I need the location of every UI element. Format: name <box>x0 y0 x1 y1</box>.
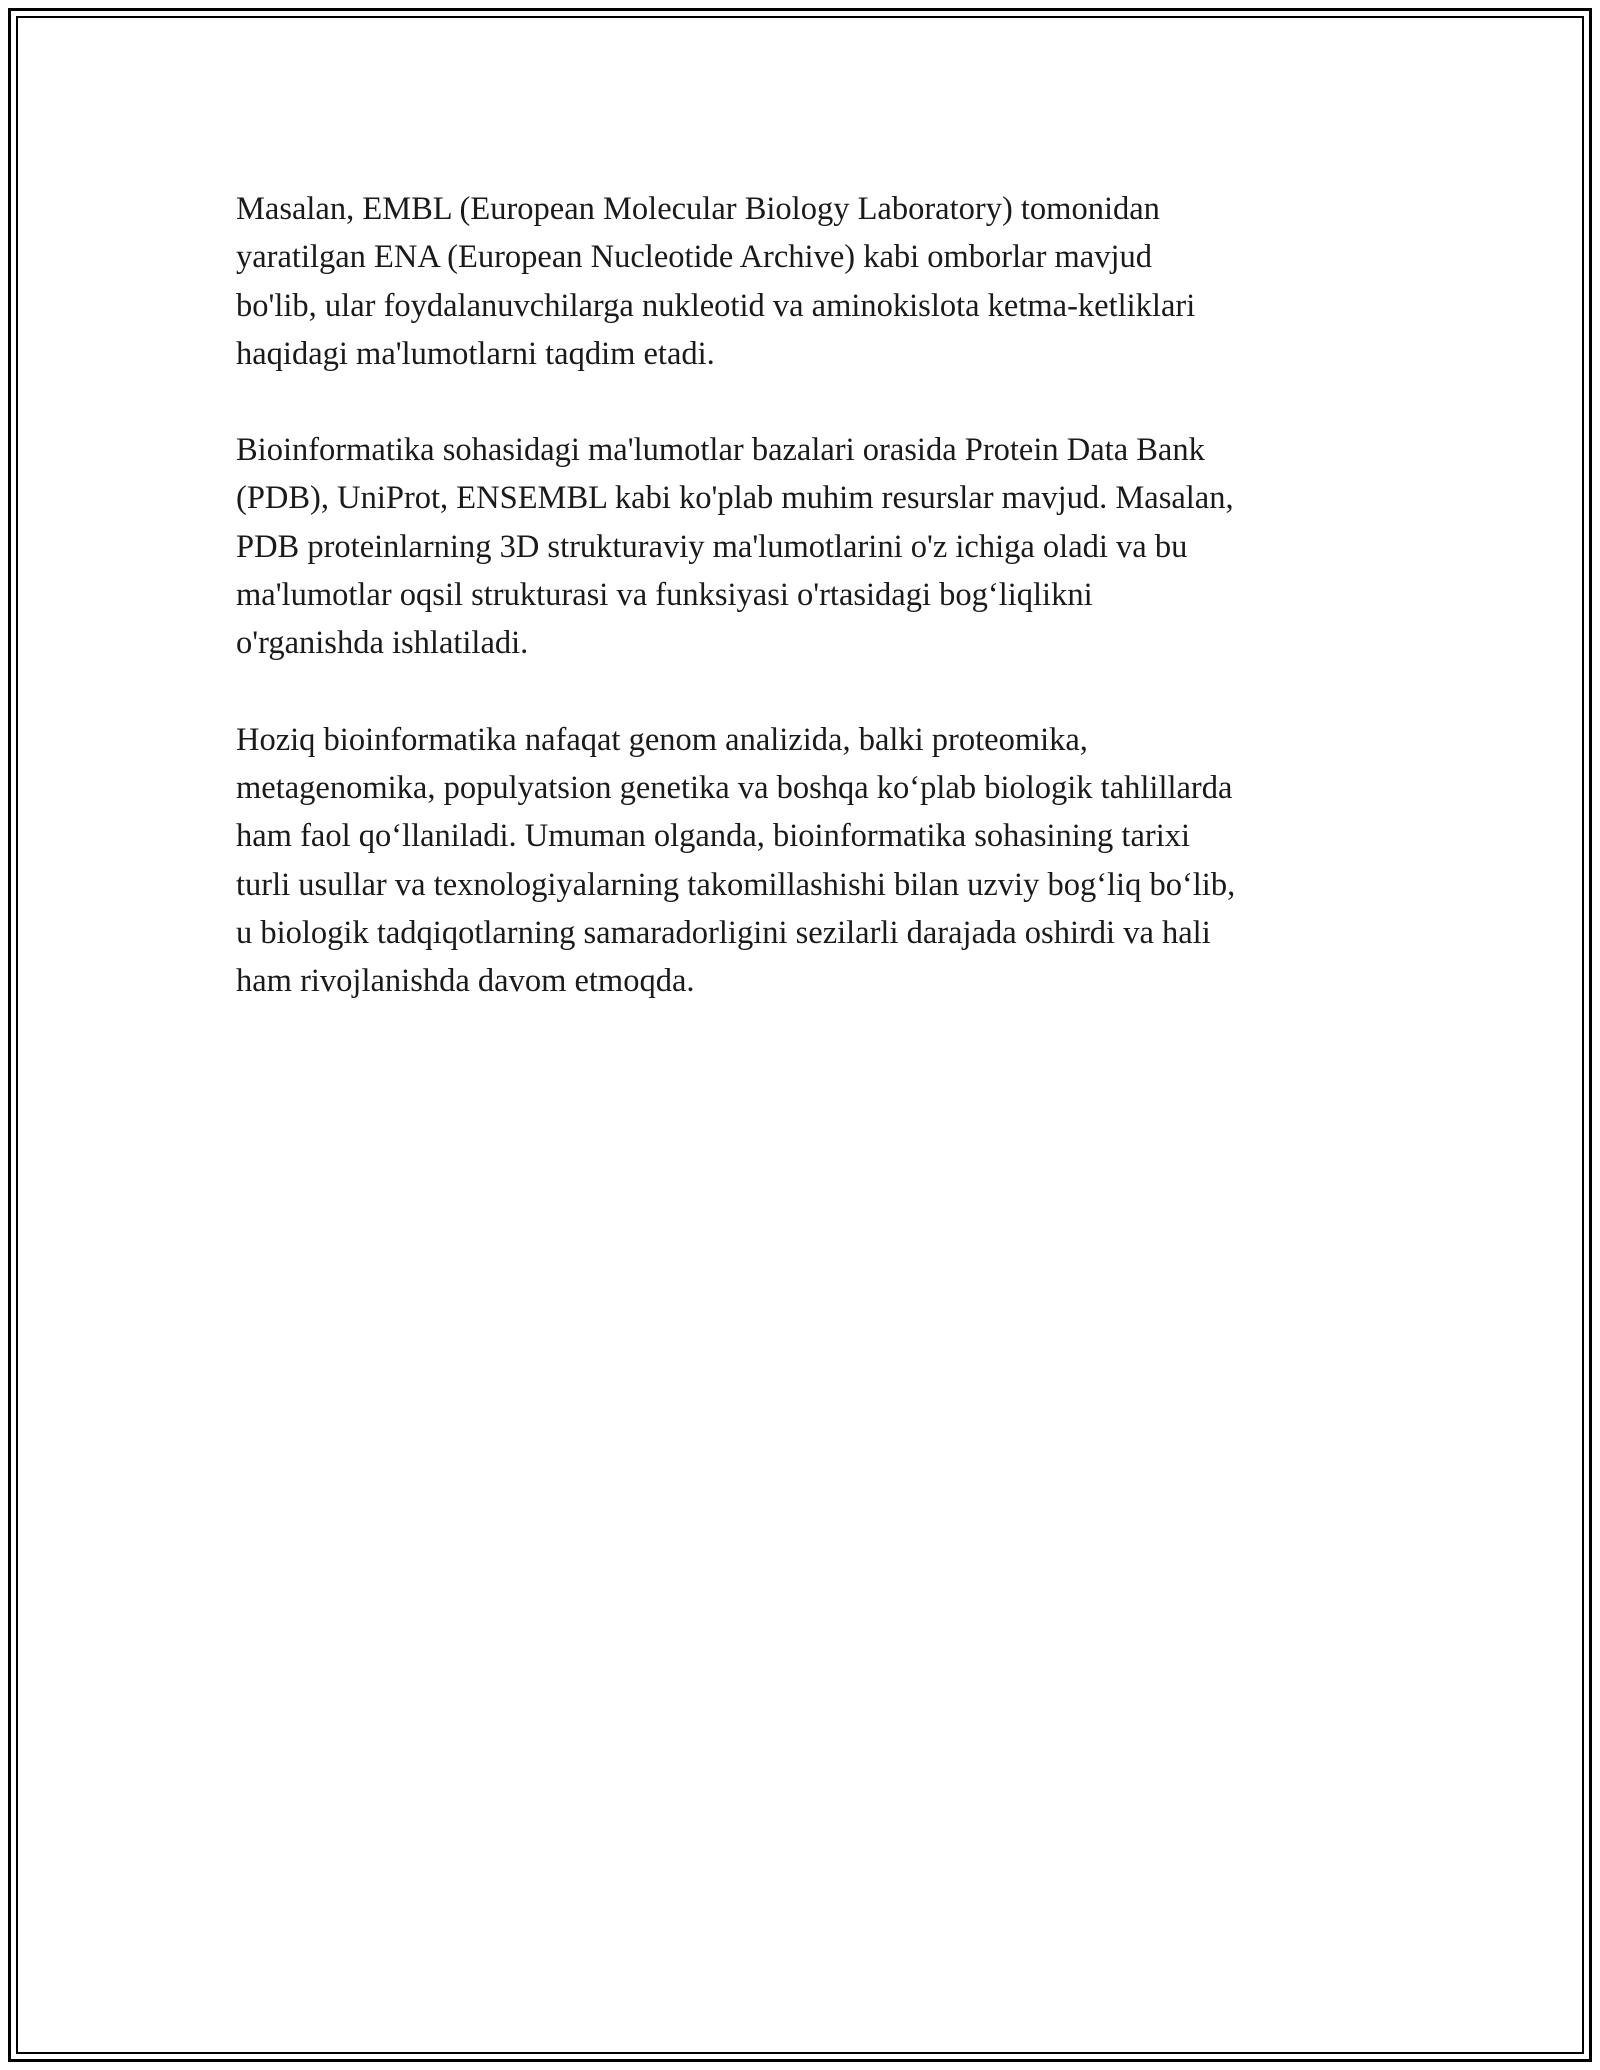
text-line: ma'lumotlar oqsil strukturasi va funksiyasi o'rtasidagi bog‘liqlikni <box>236 577 1093 614</box>
text-line: haqidagi ma'lumotlarni taqdim etadi. <box>236 335 715 372</box>
text-line: ham faol qo‘llaniladi. Umuman olganda, bioinformatika sohasining tarixi <box>236 818 1191 855</box>
document-body <box>236 185 1376 1053</box>
text-line: yaratilgan ENA (European Nucleotide Archive) kabi omborlar mavjud <box>236 239 1153 276</box>
text-line: Hoziq bioinformatika nafaqat genom analizida, balki proteomika, <box>236 721 1088 758</box>
paragraph-2 <box>236 426 1376 667</box>
paragraph-1 <box>236 185 1376 378</box>
text-line: turli usullar va texnologiyalarning takomillashishi bilan uzviy bog‘liq bo‘lib, <box>236 866 1236 903</box>
text-line: Masalan, EMBL (European Molecular Biology Laboratory) tomonidan <box>236 191 1160 227</box>
text-line: ham rivojlanishda davom etmoqda. <box>236 963 695 1000</box>
text-line: metagenomika, populyatsion genetika va boshqa ko‘plab biologik tahlillarda <box>236 769 1233 806</box>
paragraph-3 <box>236 716 1376 1006</box>
text-line: u biologik tadqiqotlarning samaradorligini sezilarli darajada oshirdi va hali <box>236 914 1211 951</box>
text-line: bo'lib, ular foydalanuvchilarga nukleotid va aminokislota ketma-ketliklari <box>236 287 1196 324</box>
text-line: Bioinformatika sohasidagi ma'lumotlar bazalari orasida Protein Data Bank <box>236 432 1205 469</box>
text-line: o'rganishda ishlatiladi. <box>236 625 529 662</box>
text-line: (PDB), UniProt, ENSEMBL kabi ko'plab muhim resurslar mavjud. Masalan, <box>236 480 1234 517</box>
text-line: PDB proteinlarning 3D strukturaviy ma'lumotlarini o'z ichiga oladi va bu <box>236 528 1188 565</box>
